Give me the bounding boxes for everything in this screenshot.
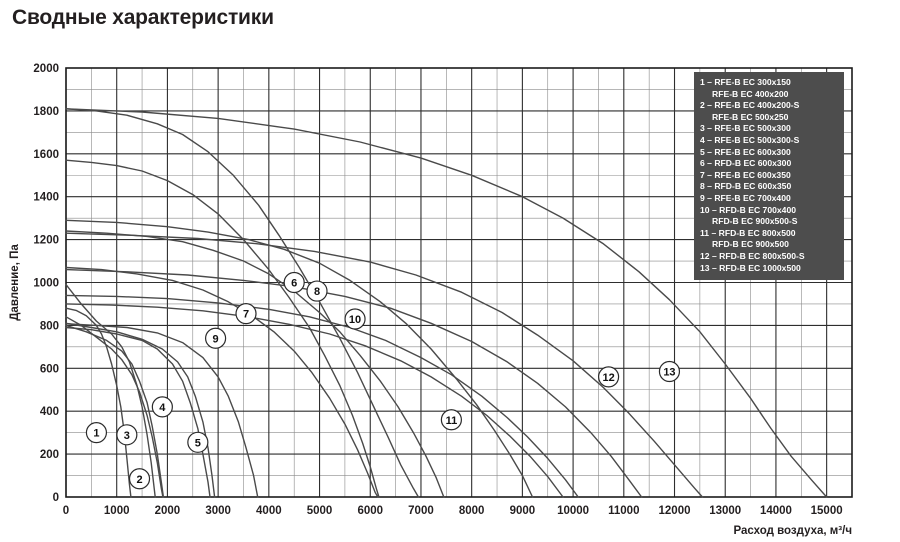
legend-item: 4 – RFE-B EC 500x300-S — [700, 134, 800, 145]
curve-marker-12 — [599, 367, 619, 387]
y-tick-label: 1800 — [33, 105, 59, 118]
x-tick-label: 15000 — [810, 505, 843, 517]
x-tick-label: 3000 — [205, 505, 231, 517]
curve-marker-2 — [130, 469, 150, 489]
y-tick-label: 0 — [52, 492, 59, 504]
x-tick-label: 9000 — [509, 505, 536, 517]
curve-marker-5 — [188, 432, 208, 452]
legend-item: RFD-B EC 900x500-S — [712, 216, 798, 227]
curve-marker-9 — [206, 328, 226, 348]
curve-marker-6 — [284, 273, 304, 293]
curve-9-rfe-b-ec-700x400 — [66, 231, 444, 497]
y-tick-label: 200 — [39, 449, 59, 462]
legend-item: 11 – RFD-B EC 800x500 — [700, 227, 796, 238]
marker-label: 8 — [313, 286, 321, 299]
marker-label: 9 — [212, 333, 219, 346]
y-tick-label: 400 — [39, 406, 59, 419]
x-tick-label: 1000 — [103, 505, 130, 517]
curve-marker-13 — [659, 362, 679, 382]
x-axis-title: Расход воздуха, м³/ч — [733, 525, 852, 537]
curve-10-rfd-b-ec-700x400 — [66, 220, 533, 497]
legend-item: 10 – RFD-B EC 700x400 — [700, 204, 797, 215]
y-tick-label: 1000 — [33, 277, 59, 290]
x-tick-label: 13000 — [709, 505, 742, 517]
y-tick-label: 1200 — [33, 234, 59, 247]
marker-label: 13 — [663, 366, 676, 379]
legend-item: 13 – RFD-B EC 1000x500 — [700, 262, 801, 273]
x-tick-label: 6000 — [357, 505, 384, 517]
marker-label: 4 — [159, 401, 166, 414]
x-tick-label: 12000 — [658, 505, 691, 517]
y-axis-title: Давление, Па — [9, 244, 21, 321]
y-tick-label: 1400 — [33, 191, 59, 204]
curve-marker-11 — [441, 410, 461, 430]
marker-label: 6 — [291, 277, 298, 290]
legend-item: 12 – RFD-B EC 800x500-S — [700, 250, 805, 261]
x-tick-label: 8000 — [458, 505, 485, 517]
y-tick-label: 600 — [39, 363, 59, 376]
curve-marker-10 — [345, 309, 365, 329]
legend-item: 3 – RFE-B EC 500x300 — [700, 123, 791, 134]
x-tick-label: 0 — [62, 505, 70, 517]
curve-marker-7 — [236, 304, 256, 324]
y-tick-label: 1600 — [33, 148, 59, 161]
curve-marker-1 — [86, 423, 106, 443]
legend-item: 2 – RFE-B EC 400x200-S — [700, 100, 800, 111]
legend-item: RFE-B EC 500x250 — [712, 111, 789, 122]
legend-item: 5 – RFE-B EC 600x300 — [700, 146, 791, 157]
y-tick-label: 2000 — [33, 63, 59, 75]
y-tick-label: 800 — [39, 320, 59, 333]
page-title: Сводные характеристики — [12, 6, 274, 29]
legend-item: RFE-B EC 400x200 — [712, 88, 789, 99]
marker-label: 7 — [242, 308, 250, 321]
marker-label: 3 — [123, 429, 130, 442]
legend-item: 6 – RFD-B EC 600x300 — [700, 158, 792, 169]
curve-6-rfd-b-ec-600x300 — [66, 160, 379, 497]
marker-label: 12 — [602, 371, 615, 384]
chart-legend — [694, 72, 844, 280]
marker-label: 1 — [93, 427, 100, 440]
curve-marker-3 — [117, 425, 137, 445]
curve-marker-8 — [307, 281, 327, 301]
curve-7-rfe-b-ec-600x350 — [66, 268, 378, 498]
x-tick-label: 11000 — [608, 505, 640, 517]
marker-label: 10 — [348, 313, 362, 326]
legend-item: 9 – RFE-B EC 700x400 — [700, 192, 791, 203]
x-tick-label: 5000 — [306, 505, 333, 517]
x-tick-label: 10000 — [557, 505, 590, 517]
marker-label: 5 — [194, 437, 201, 450]
x-tick-label: 2000 — [154, 505, 181, 517]
marker-label: 2 — [136, 473, 143, 486]
legend-item: 8 – RFD-B EC 600x350 — [700, 181, 792, 192]
curve-12-rfd-b-ec-800x500-s — [66, 233, 702, 497]
curve-marker-4 — [152, 397, 172, 417]
x-tick-label: 7000 — [408, 505, 434, 517]
x-tick-label: 4000 — [256, 505, 282, 517]
legend-item: RFD-B EC 900x500 — [712, 239, 789, 250]
legend-item: 1 – RFE-B EC 300x150 — [700, 77, 791, 87]
legend-item: 7 – RFE-B EC 600x350 — [700, 169, 791, 180]
x-tick-label: 14000 — [759, 505, 792, 517]
marker-label: 11 — [445, 414, 458, 427]
